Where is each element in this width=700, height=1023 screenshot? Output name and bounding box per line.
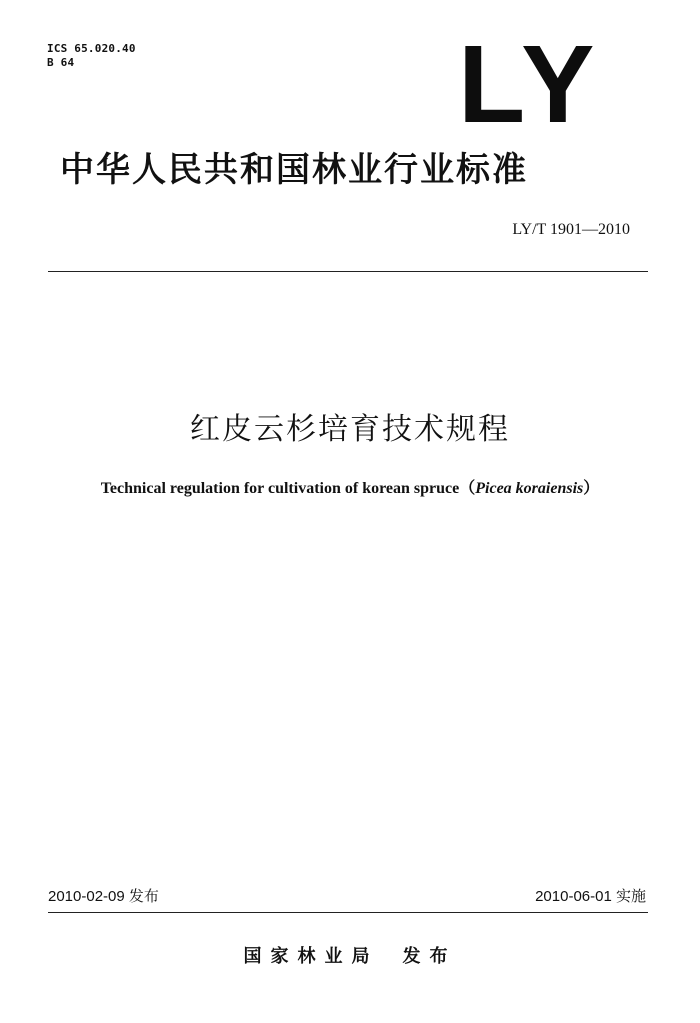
ly-logo: LY <box>458 23 601 146</box>
publish-action: 发布 <box>402 946 457 967</box>
issuer-title: 中华人民共和国林业行业标准 <box>60 150 528 190</box>
bottom-divider <box>48 912 648 913</box>
standard-title-chinese: 红皮云杉培育技术规程 <box>190 412 510 447</box>
ccs-code: B 64 <box>47 56 75 69</box>
issue-date: 2010-02-09 发布 <box>48 888 159 905</box>
latin-species-name: Picea koraiensis <box>475 480 584 497</box>
standard-number: LY/T 1901—2010 <box>512 221 630 238</box>
ics-code: ICS 65.020.40 <box>47 42 136 55</box>
standard-title-english <box>0 478 700 500</box>
publisher-line <box>0 944 700 970</box>
classification-codes <box>47 42 136 70</box>
english-title-close: ） <box>583 480 600 497</box>
publisher-name: 国家林业局 <box>243 946 379 967</box>
english-title-text: Technical regulation for cultivation of korean spruce（ <box>100 480 476 497</box>
effective-date: 2010-06-01 实施 <box>535 888 646 905</box>
top-divider <box>48 271 648 272</box>
